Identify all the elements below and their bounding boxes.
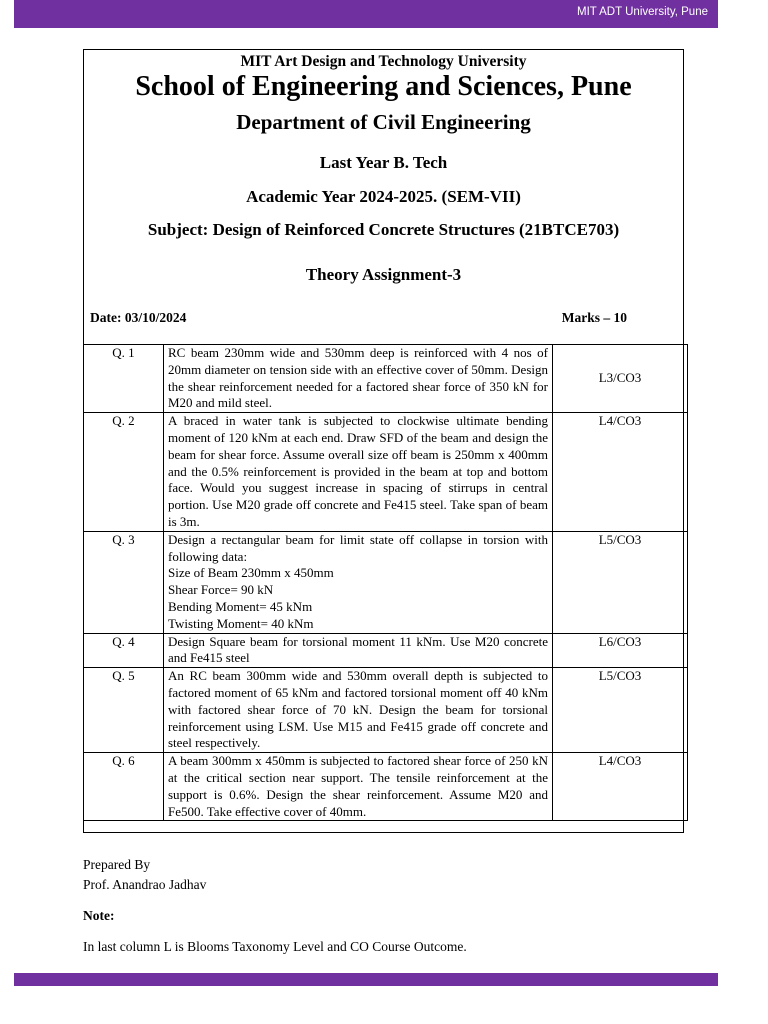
assignment-frame	[83, 49, 684, 833]
note-text: In last column L is Blooms Taxonomy Level and CO Course Outcome.	[83, 939, 467, 954]
school-name: School of Engineering and Sciences, Pune	[135, 71, 632, 102]
prepared-by-label: Prepared By	[83, 857, 151, 872]
question-level: L5/CO3	[553, 531, 688, 633]
question-text: A beam 300mm x 450mm is subjected to factored shear force of 250 kN at the critical section near support. The tensile reinforcement at the support is 0.6%. Design the shear reinforcement. Assume M20 and Fe500. Take effective cover of 40mm.	[164, 753, 553, 821]
question-level: L5/CO3	[553, 668, 688, 753]
question-line: Bending Moment= 45 kNm	[168, 598, 313, 614]
class-year: Last Year B. Tech	[319, 153, 448, 172]
assignment-date: Date: 03/10/2024	[90, 310, 187, 325]
table-row	[84, 668, 688, 753]
question-text: A braced in water tank is subjected to clockwise ultimate bending moment of 120 kNm at each end. Draw SFD of the beam and design the beam for shear force. Assume overall size off beam is 250mm x 400mm and the 0.5% reinforcement is provided in the beam at top and bottom face. Would you suggest increase in spacing of stirrups in central portion. Use M20 grade off concrete and Fe415 steel. Take span of beam is 3m.	[164, 413, 553, 532]
question-level: L6/CO3	[553, 633, 688, 668]
question-line: Shear Force= 90 kN	[168, 582, 274, 598]
table-row	[84, 531, 688, 633]
date-marks-row	[90, 310, 627, 326]
question-text	[164, 531, 553, 633]
question-number: Q. 6	[84, 753, 164, 821]
assignment-title: Theory Assignment-3	[305, 265, 462, 284]
table-row	[84, 633, 688, 668]
note-label: Note:	[83, 908, 115, 923]
question-text: Design Square beam for torsional moment 11 kNm. Use M20 concrete and Fe415 steel	[164, 633, 553, 668]
question-level: L4/CO3	[553, 753, 688, 821]
total-marks: Marks – 10	[561, 310, 627, 325]
academic-year: Academic Year 2024-2025. (SEM-VII)	[246, 187, 521, 206]
banner-university: MIT ADT University, Pune	[576, 6, 708, 18]
question-level: L4/CO3	[553, 413, 688, 532]
question-number: Q. 4	[84, 633, 164, 668]
questions-table	[83, 344, 688, 821]
university-name: MIT Art Design and Technology University	[240, 53, 527, 70]
table-row	[84, 753, 688, 821]
bottom-banner	[14, 973, 718, 986]
question-level: L3/CO3	[553, 345, 688, 413]
question-line: Size of Beam 230mm x 450mm	[168, 565, 334, 581]
question-number: Q. 1	[84, 345, 164, 413]
professor-name: Prof. Anandrao Jadhav	[83, 877, 207, 892]
question-number: Q. 2	[84, 413, 164, 532]
question-line: Design a rectangular beam for limit state off collapse in torsion with following data:	[168, 531, 548, 564]
document-header	[84, 50, 683, 345]
question-text: An RC beam 300mm wide and 530mm overall depth is subjected to factored moment of 65 kNm and factored torsional moment off 40 kNm with factored shear force of 70 kN. Design the beam for torsional reinforcement using LSM. Use M15 and Fe415 grade off concrete and steel respectively.	[164, 668, 553, 753]
department-name: Department of Civil Engineering	[236, 110, 531, 134]
table-row	[84, 345, 688, 413]
question-number: Q. 3	[84, 531, 164, 633]
subject-title: Subject: Design of Reinforced Concrete Structures (21BTCE703)	[147, 220, 620, 239]
question-number: Q. 5	[84, 668, 164, 753]
question-line: Twisting Moment= 40 kNm	[168, 615, 314, 631]
table-row	[84, 413, 688, 532]
top-banner	[14, 0, 718, 28]
question-text: RC beam 230mm wide and 530mm deep is reinforced with 4 nos of 20mm diameter on tension side with an effective cover of 50mm. Design the shear reinforcement needed for a factored shear force of 350 kN for M20 and mild steel.	[164, 345, 553, 413]
